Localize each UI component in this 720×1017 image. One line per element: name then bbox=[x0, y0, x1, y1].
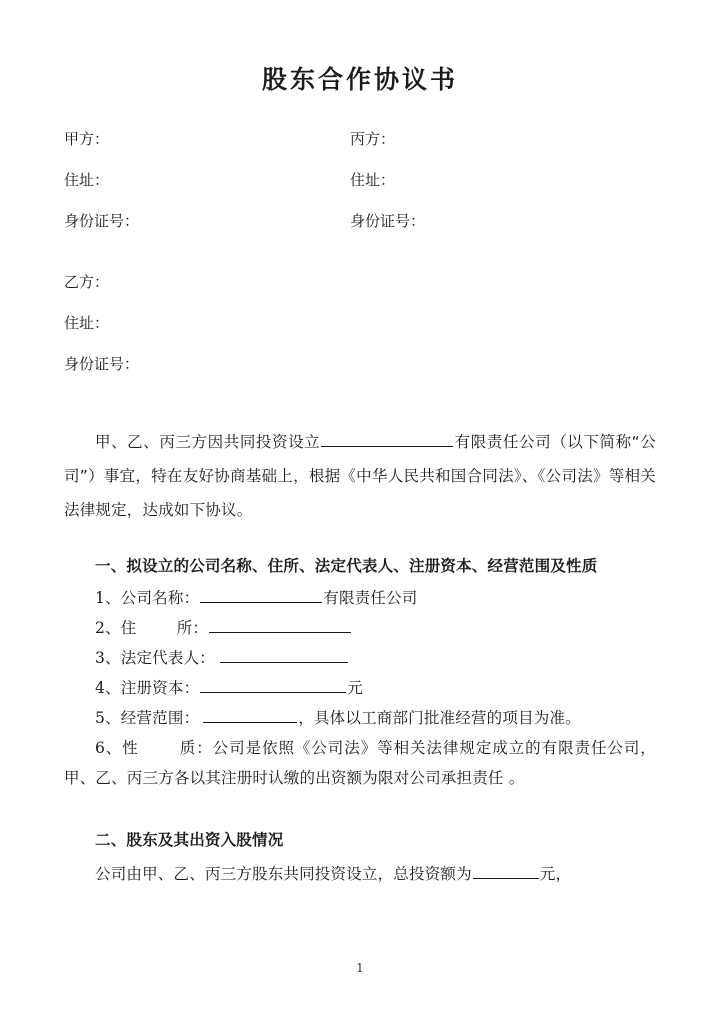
section-spacer bbox=[64, 527, 656, 549]
parties-block bbox=[64, 131, 656, 397]
party-row bbox=[64, 172, 656, 213]
party-group-divider bbox=[64, 254, 656, 274]
company-name-field-blank[interactable] bbox=[200, 587, 322, 604]
intro-paragraph bbox=[64, 425, 656, 527]
list-item bbox=[64, 733, 656, 793]
section-spacer bbox=[64, 793, 656, 823]
item-suffix: 有限责任公司 bbox=[323, 589, 418, 607]
party-c-id-label: 身份证号： bbox=[350, 212, 426, 230]
item-label: 注册资本： bbox=[120, 679, 200, 697]
legal-rep-field-blank[interactable] bbox=[220, 647, 348, 664]
item-number: 5、 bbox=[95, 709, 121, 727]
item-label: 经营范围： bbox=[120, 709, 200, 727]
party-row bbox=[64, 213, 656, 254]
intro-text-before: 甲、乙、丙三方因共同投资设立 bbox=[95, 433, 321, 451]
item-body: 公司是依照《公司法》等相关法律规定成立的有限责任公司，甲、乙、丙三方各以其注册时认缴的出资额为限对公司承担责任 。 bbox=[64, 739, 657, 787]
party-row bbox=[64, 274, 656, 315]
party-a-id-label: 身份证号： bbox=[64, 212, 140, 230]
party-b-label: 乙方： bbox=[64, 273, 110, 291]
section-one-heading: 一、拟设立的公司名称、住所、法定代表人、注册资本、经营范围及性质 bbox=[95, 557, 598, 575]
item-label-part2: 所： bbox=[176, 619, 209, 637]
list-item bbox=[64, 643, 656, 673]
party-row bbox=[64, 131, 656, 172]
address-field-blank[interactable] bbox=[209, 617, 351, 634]
party-a-address-label: 住址： bbox=[64, 171, 110, 189]
section-one bbox=[64, 549, 656, 793]
party-grid-primary bbox=[64, 131, 656, 254]
registered-capital-field-blank[interactable] bbox=[200, 677, 346, 694]
business-scope-field-blank[interactable] bbox=[203, 707, 297, 724]
list-item bbox=[64, 703, 656, 733]
item-number: 2、 bbox=[95, 619, 121, 637]
party-c-address-label: 住址： bbox=[350, 171, 396, 189]
item-number: 1、 bbox=[95, 589, 121, 607]
list-item bbox=[64, 583, 656, 613]
item-suffix: ，具体以工商部门批准经营的项目为准。 bbox=[298, 709, 581, 727]
intro-block bbox=[64, 425, 656, 527]
party-a-label: 甲方： bbox=[64, 130, 110, 148]
item-suffix: 元 bbox=[347, 679, 363, 697]
item-number: 4、 bbox=[95, 679, 121, 697]
page-title: 股东合作协议书 bbox=[261, 65, 458, 94]
item-label-part1: 住 bbox=[120, 619, 137, 637]
item-label: 法定代表人： bbox=[120, 649, 215, 667]
page-number: 1 bbox=[356, 961, 364, 975]
item-label-part2: 质： bbox=[179, 739, 213, 757]
paragraph-text-after: 元， bbox=[539, 865, 572, 883]
total-investment-blank[interactable] bbox=[473, 863, 539, 880]
party-row bbox=[64, 356, 656, 397]
party-c-label: 丙方： bbox=[350, 130, 396, 148]
section-two bbox=[64, 823, 656, 891]
party-grid-secondary bbox=[64, 274, 656, 397]
paragraph-text-before: 公司由甲、乙、丙三方股东共同投资设立，总投资额为 bbox=[95, 865, 472, 883]
party-b-address-label: 住址： bbox=[64, 314, 110, 332]
item-number: 6、 bbox=[95, 739, 123, 757]
company-name-blank[interactable] bbox=[321, 431, 453, 448]
party-b-id-label: 身份证号： bbox=[64, 355, 140, 373]
section-two-heading: 二、股东及其出资入股情况 bbox=[95, 831, 284, 849]
party-row bbox=[64, 315, 656, 356]
item-number: 3、 bbox=[95, 649, 121, 667]
list-item bbox=[64, 673, 656, 703]
intro-text-after: 有限责任公司（以下简称“公司”）事宜，特在友好协商基础上，根据《中华人民共和国合同法》、《公司法》等相关法律规定，达成如下协议。 bbox=[64, 433, 656, 519]
item-label: 公司名称： bbox=[120, 589, 200, 607]
item-label-part1: 性 bbox=[122, 739, 139, 757]
section-two-paragraph bbox=[64, 857, 656, 891]
list-item bbox=[64, 613, 656, 643]
